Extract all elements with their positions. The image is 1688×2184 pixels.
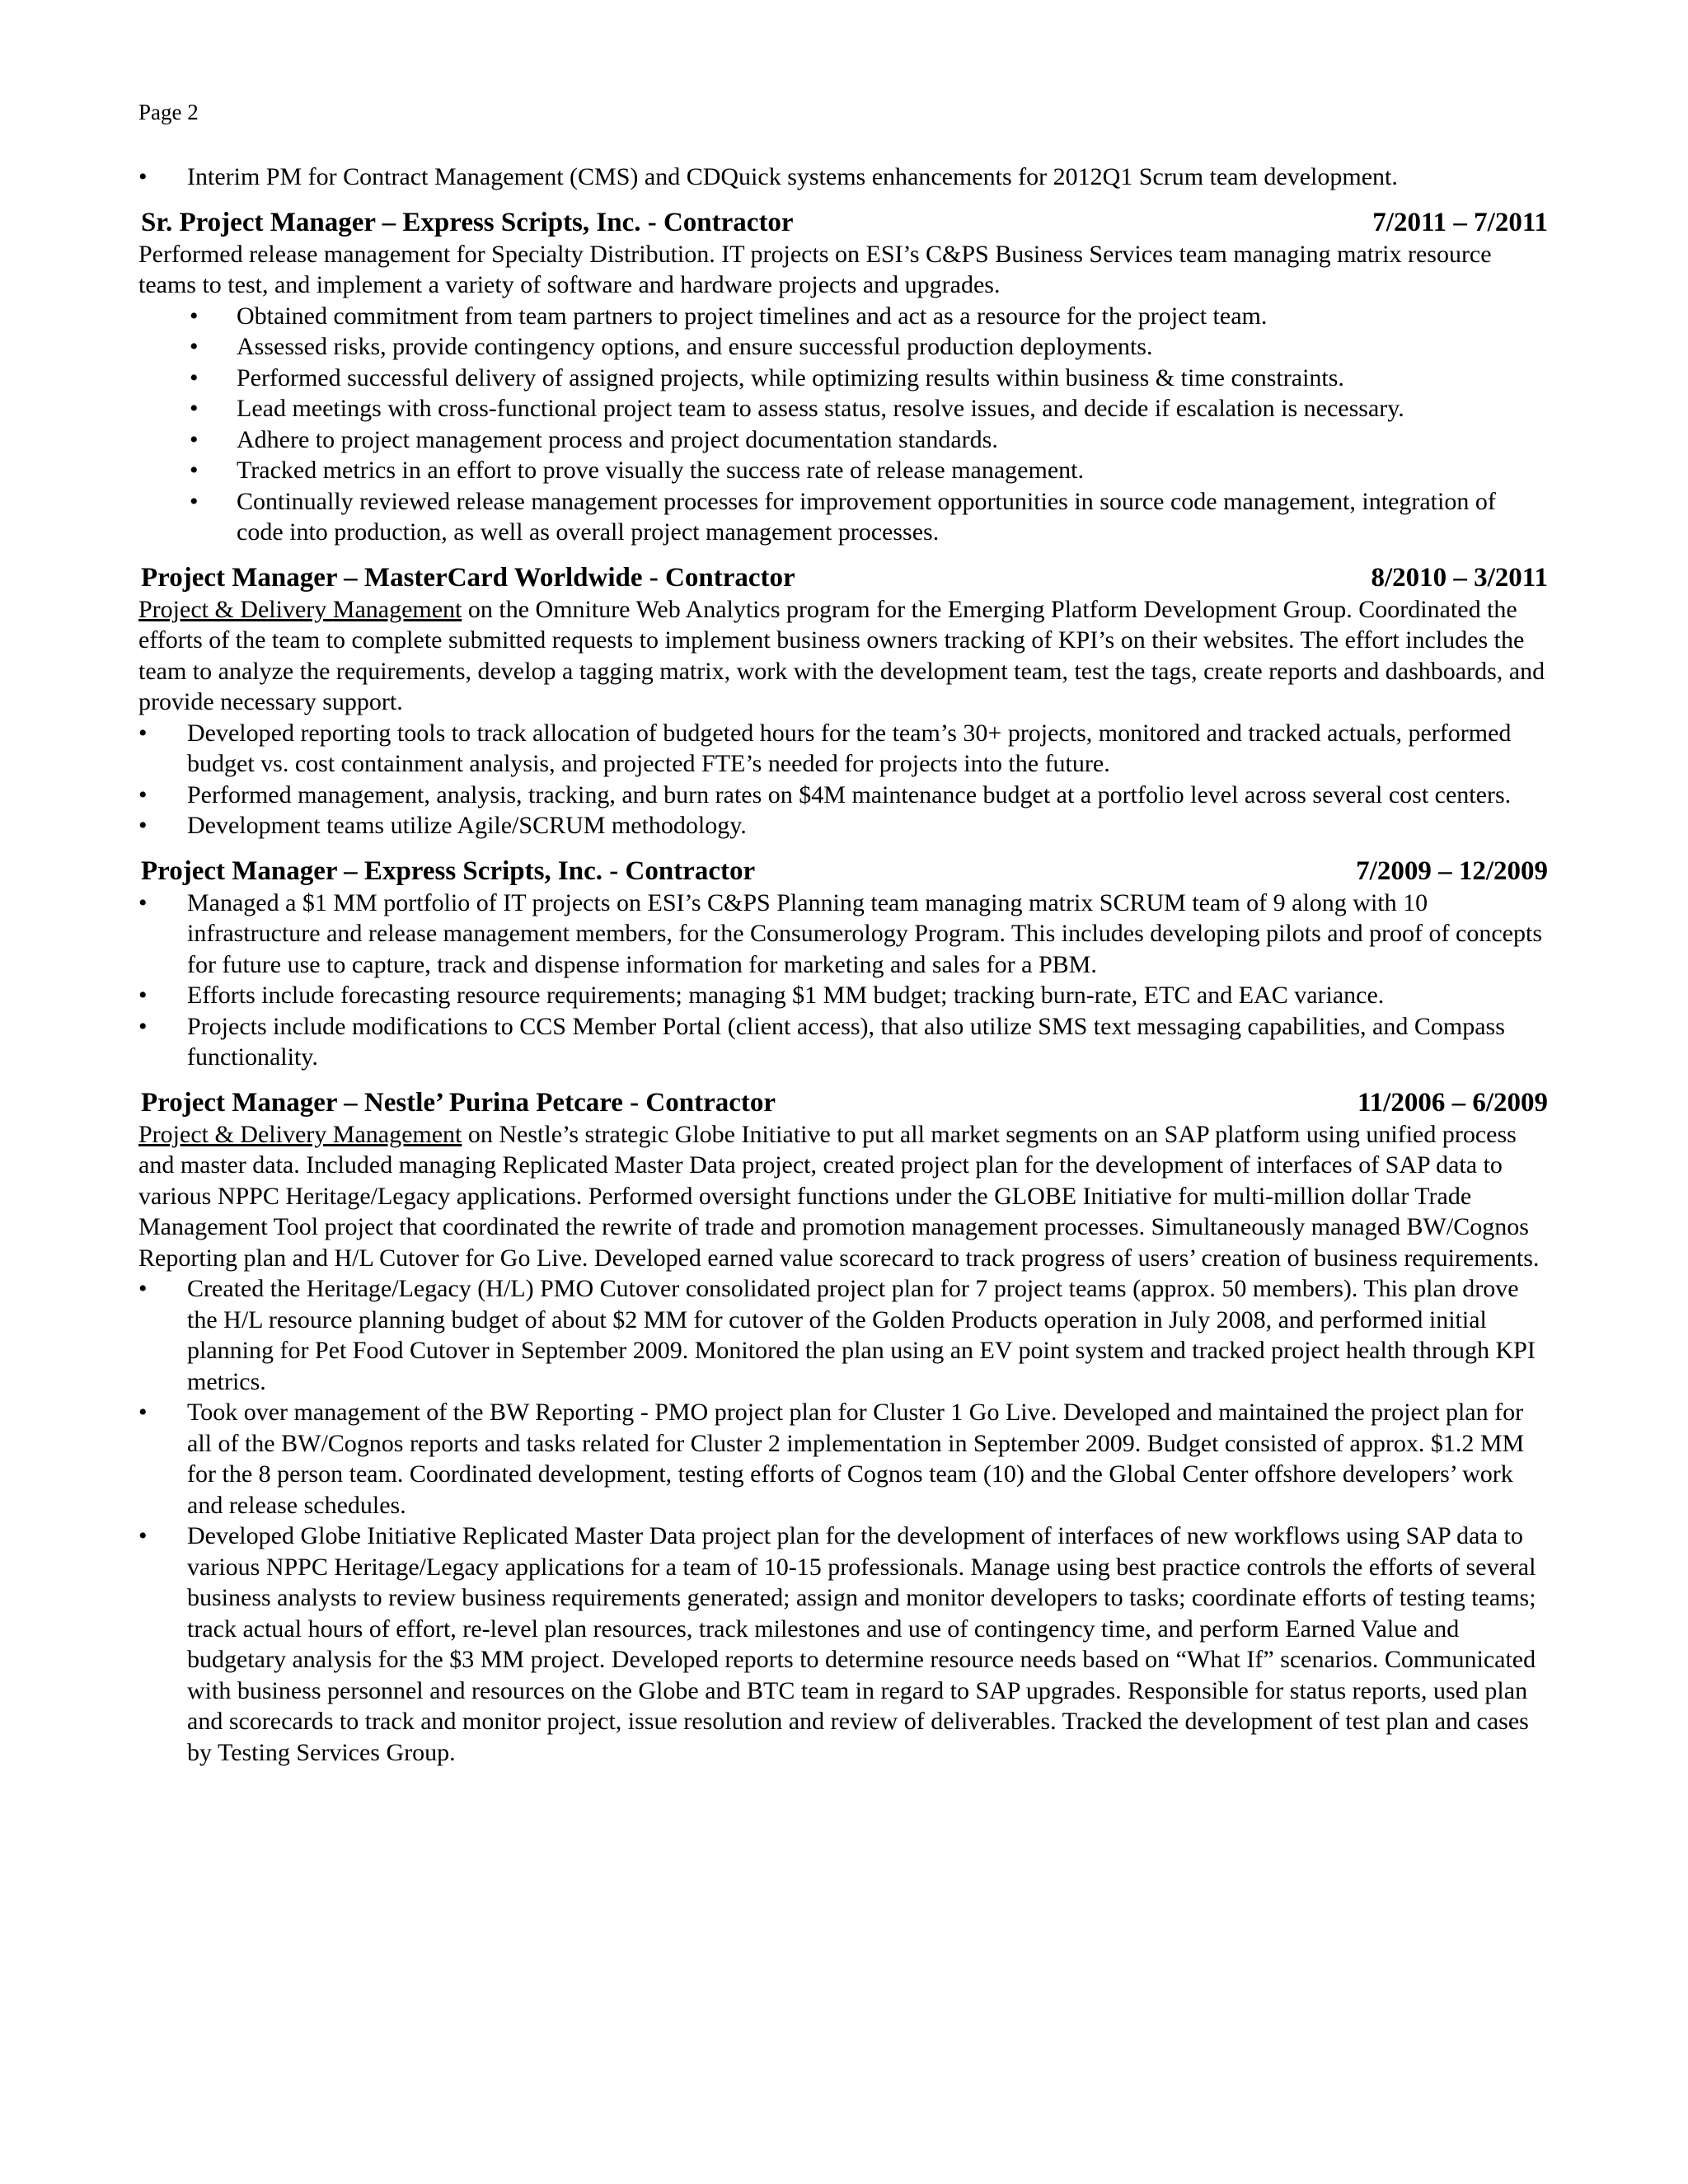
list-item: • Adhere to project management process and project documentation standards. [138,424,1548,456]
list-item: • Development teams utilize Agile/SCRUM methodology. [138,810,1548,841]
list-item: • Lead meetings with cross-functional project team to assess status, resolve issues, and decide if escalation is necessary. [138,393,1548,424]
list-item: • Developed Globe Initiative Replicated Master Data project plan for the development of interfaces of new workflows using SAP data to various NPPC Heritage/Legacy applications for a team of 10-15 professionals. Manage using best practice controls the efforts of several business analysts to review business requirements generated; assign and monitor developers to tasks; coordinate efforts of testing teams; track actual hours of effort, re-level plan resources, track milestones and use of contingency time, and perform Earned Value and budgetary analysis for the $3 MM project. Developed reports to determine resource needs based on “What If” scenarios. Communicated with business personnel and resources on the Globe and BTC team in regard to SAP upgrades. Responsible for status reports, used plan and scorecards to track and monitor project, issue resolution and review of deliverables. Tracked the development of test plan and cases by Testing Services Group. [138,1521,1548,1768]
bullet-icon [190,363,223,394]
job-dates: 7/2011 – 7/2011 [1372,207,1548,237]
job-bullet-list [138,888,1548,1073]
job-section [138,561,1548,841]
bullet-icon [190,301,223,332]
list-item: • Performed management, analysis, tracking, and burn rates on $4M maintenance budget at a portfolio level across several cost centers. [138,780,1548,811]
bullet-icon [138,1273,187,1305]
summary-lead: Project & Delivery Management [138,1120,462,1148]
job-summary: Project & Delivery Management on the Omniture Web Analytics program for the Emerging Platform Development Group. Coordinated the efforts of the team to complete submitted requests to implement business owners tracking of KPI’s on their websites. The effort includes the team to analyze the requirements, develop a tagging matrix, work with the development team, test the tags, create reports and dashboards, and provide necessary support. [138,595,1545,715]
list-item: • Tracked metrics in an effort to prove visually the success rate of release management. [138,455,1548,486]
job-dates: 8/2010 – 3/2011 [1371,562,1548,593]
bullet-icon [190,331,223,363]
list-item: • Assessed risks, provide contingency options, and ensure successful production deployments. [138,331,1548,363]
list-item: • Continually reviewed release management processes for improvement opportunities in source code management, integration of code into production, as well as overall project management processes. [138,486,1548,548]
resume-content [138,162,1548,1768]
list-item: • Performed successful delivery of assigned projects, while optimizing results within business & time constraints. [138,363,1548,394]
job-title: Project Manager – MasterCard Worldwide - Contractor [141,562,795,593]
list-item: • Efforts include forecasting resource requirements; managing $1 MM budget; tracking burn-rate, ETC and EAC variance. [138,980,1548,1011]
job-header [138,206,1548,239]
bullet-icon [138,980,187,1011]
list-item: • Developed reporting tools to track allocation of budgeted hours for the team’s 30+ projects, monitored and tracked actuals, performed budget vs. cost containment analysis, and projected FTE’s needed for projects into the future. [138,718,1548,780]
list-item: • Took over management of the BW Reporting - PMO project plan for Cluster 1 Go Live. Developed and maintained the project plan for all of the BW/Cognos reports and tasks related for Cluster 2 implementation in September 2009. Budget consisted of approx. $1.2 MM for the 8 person team. Coordinated development, testing efforts of Cognos team (10) and the Global Center offshore developers’ work and release schedules. [138,1397,1548,1521]
job-bullet-list [138,301,1548,548]
bullet-icon [190,393,223,424]
job-section [138,206,1548,548]
job-summary: Performed release management for Specialty Distribution. IT projects on ESI’s C&PS Business Services team managing matrix resource teams to test, and implement a variety of software and hardware projects and upgrades. [138,240,1492,298]
list-item: • Projects include modifications to CCS Member Portal (client access), that also utilize SMS text messaging capabilities, and Compass functionality. [138,1011,1548,1073]
bullet-icon [190,455,223,486]
job-header [138,1086,1548,1119]
bullet-icon [138,1397,187,1428]
job-title: Sr. Project Manager – Express Scripts, Inc. - Contractor [141,207,794,237]
job-header [138,561,1548,594]
job-header [138,855,1548,888]
bullet-icon [190,424,223,456]
job-title: Project Manager – Express Scripts, Inc. - Contractor [141,855,756,886]
list-item: • Obtained commitment from team partners to project timelines and act as a resource for the project team. [138,301,1548,332]
intro-bullet-list [138,162,1548,193]
bullet-icon [190,486,223,518]
bullet-icon [138,888,187,919]
job-dates: 11/2006 – 6/2009 [1357,1087,1548,1118]
job-bullet-list [138,718,1548,841]
list-item: • Created the Heritage/Legacy (H/L) PMO Cutover consolidated project plan for 7 project teams (approx. 50 members). This plan drove the H/L resource planning budget of about $2 MM for cutover of the Golden Products operation in July 2008, and performed initial planning for Pet Food Cutover in September 2009. Monitored the plan using an EV point system and tracked project health through KPI metrics. [138,1273,1548,1397]
job-summary: Project & Delivery Management on Nestle’s strategic Globe Initiative to put all market segments on an SAP platform using unified process and master data. Included managing Replicated Master Data project, created project plan for the development of interfaces of SAP data to various NPPC Heritage/Legacy applications. Performed oversight functions under the GLOBE Initiative for multi-million dollar Trade Management Tool project that coordinated the rewrite of trade and promotion management processes. Simultaneously managed BW/Cognos Reporting plan and H/L Cutover for Go Live. Developed earned value scorecard to track progress of users’ creation of business requirements. [138,1120,1540,1272]
job-section [138,855,1548,1073]
bullet-icon [138,718,187,749]
bullet-icon [138,1521,187,1552]
list-item: • Interim PM for Contract Management (CMS) and CDQuick systems enhancements for 2012Q1 Scrum team development. [138,162,1548,193]
page-number: Page 2 [138,100,199,124]
job-section [138,1086,1548,1769]
list-item: • Managed a $1 MM portfolio of IT projects on ESI’s C&PS Planning team managing matrix SCRUM team of 9 along with 10 infrastructure and release management members, for the Consumerology Program. This includes developing pilots and proof of concepts for future use to capture, track and dispense information for marketing and sales for a PBM. [138,888,1548,981]
bullet-icon [138,1011,187,1043]
bullet-icon [138,810,187,841]
job-title: Project Manager – Nestle’ Purina Petcare - Contractor [141,1087,776,1118]
job-bullet-list [138,1273,1548,1768]
bullet-icon [138,162,187,193]
job-dates: 7/2009 – 12/2009 [1356,855,1548,886]
summary-lead: Project & Delivery Management [138,595,462,623]
bullet-icon [138,780,187,811]
